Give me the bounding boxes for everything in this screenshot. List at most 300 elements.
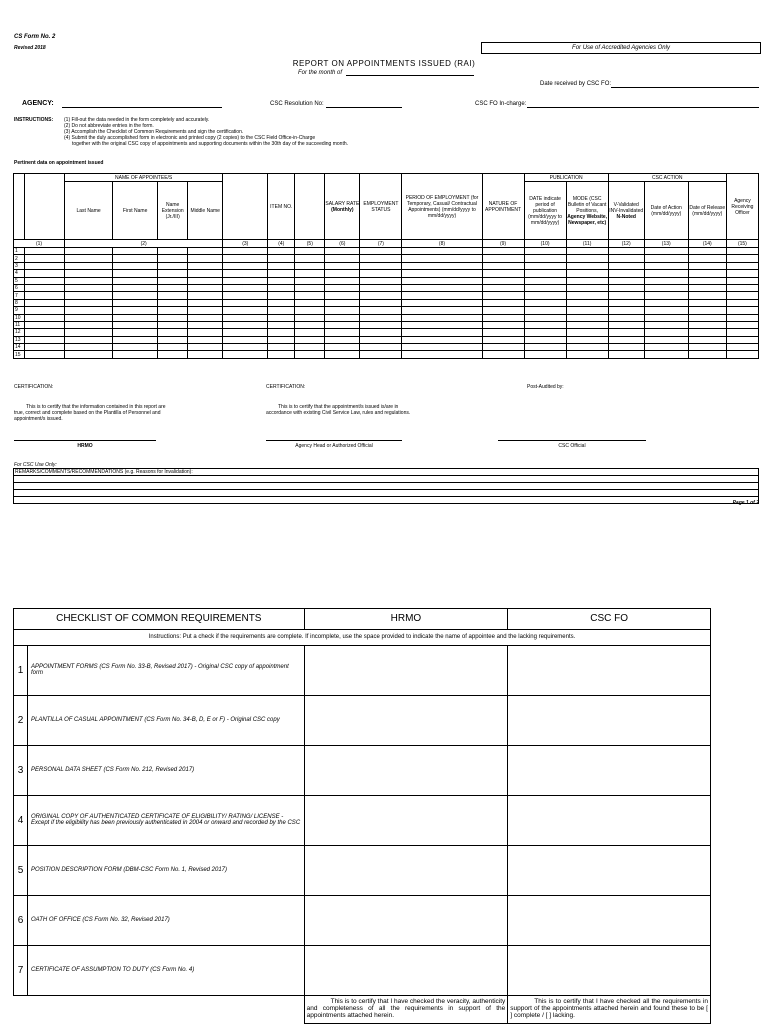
table-cell[interactable] [188,321,223,328]
table-cell[interactable] [268,307,295,314]
table-cell[interactable] [524,277,566,284]
month-field[interactable] [346,75,474,76]
table-cell[interactable] [188,336,223,343]
table-cell[interactable] [402,255,482,262]
table-cell[interactable] [482,255,524,262]
table-cell[interactable] [726,299,758,306]
table-cell[interactable] [223,307,268,314]
table-cell[interactable] [223,270,268,277]
table-cell[interactable] [688,336,726,343]
csc-fo-incharge-label: CSC FO In-charge: [475,101,527,107]
table-cell[interactable] [524,248,566,255]
table-cell[interactable] [688,284,726,291]
cert1-signature-line[interactable] [14,440,156,441]
table-cell[interactable] [158,351,188,358]
table-cell[interactable] [402,351,482,358]
table-cell[interactable] [188,284,223,291]
table-cell[interactable] [325,351,360,358]
table-cell[interactable] [223,336,268,343]
table-cell[interactable] [688,299,726,306]
table-cell[interactable] [482,336,524,343]
table-cell[interactable] [524,270,566,277]
table-cell[interactable] [295,307,325,314]
table-cell[interactable] [295,292,325,299]
table-cell[interactable] [566,321,608,328]
table-cell[interactable] [158,277,188,284]
hrmo-check-cell[interactable] [304,795,508,845]
table-cell[interactable] [524,292,566,299]
table-cell[interactable] [158,321,188,328]
table-cell[interactable] [223,329,268,336]
table-cell[interactable] [726,344,758,351]
table-cell[interactable] [402,307,482,314]
table-cell[interactable] [524,329,566,336]
table-cell[interactable] [325,262,360,269]
table-cell[interactable] [223,277,268,284]
table-cell[interactable] [360,344,402,351]
table-cell[interactable] [402,344,482,351]
table-cell[interactable] [188,248,223,255]
table-cell[interactable] [726,284,758,291]
table-cell[interactable] [524,299,566,306]
table-cell[interactable] [25,292,65,299]
table-cell[interactable] [325,284,360,291]
table-cell[interactable] [726,314,758,321]
table-cell[interactable] [223,248,268,255]
table-cell[interactable] [688,255,726,262]
table-cell[interactable] [688,321,726,328]
table-cell[interactable] [268,284,295,291]
table-cell[interactable] [644,262,688,269]
remarks-line[interactable] [14,497,759,504]
table-cell[interactable] [482,292,524,299]
table-cell[interactable] [65,329,113,336]
table-cell[interactable] [608,314,644,321]
table-cell[interactable] [223,344,268,351]
table-cell[interactable] [325,329,360,336]
table-cell[interactable] [295,248,325,255]
table-cell[interactable] [644,284,688,291]
table-cell[interactable] [608,277,644,284]
table-cell[interactable] [158,248,188,255]
table-cell[interactable] [113,314,158,321]
cscfo-check-cell[interactable] [508,695,711,745]
table-cell[interactable] [566,292,608,299]
cert2-signature-line[interactable] [266,440,402,441]
table-cell[interactable] [268,292,295,299]
cscfo-check-cell[interactable] [508,745,711,795]
table-cell[interactable] [608,299,644,306]
table-cell[interactable] [295,329,325,336]
table-cell[interactable] [113,329,158,336]
table-cell[interactable] [688,262,726,269]
table-cell[interactable] [25,314,65,321]
table-cell[interactable] [113,248,158,255]
table-cell[interactable] [65,336,113,343]
table-cell[interactable] [524,314,566,321]
table-cell[interactable] [608,284,644,291]
agency-field[interactable] [62,107,222,108]
table-cell[interactable] [360,270,402,277]
table-cell[interactable] [566,314,608,321]
post-signature-line[interactable] [498,440,646,441]
table-cell[interactable] [188,307,223,314]
table-cell[interactable] [566,262,608,269]
table-cell[interactable] [325,336,360,343]
table-cell[interactable] [566,255,608,262]
table-cell[interactable] [188,299,223,306]
table-cell[interactable] [566,277,608,284]
table-cell[interactable] [113,351,158,358]
table-cell[interactable] [25,248,65,255]
table-cell[interactable] [295,314,325,321]
table-cell[interactable] [482,351,524,358]
table-cell[interactable] [482,299,524,306]
table-cell[interactable] [295,351,325,358]
table-cell[interactable] [188,277,223,284]
remarks-line[interactable] [14,476,759,483]
table-cell[interactable] [524,255,566,262]
table-cell[interactable] [158,262,188,269]
table-cell[interactable] [566,307,608,314]
table-cell[interactable] [158,314,188,321]
date-received-field[interactable] [611,87,759,88]
table-cell[interactable] [360,277,402,284]
table-cell[interactable] [608,270,644,277]
table-cell[interactable] [25,321,65,328]
table-cell[interactable] [268,255,295,262]
table-cell[interactable] [402,270,482,277]
table-cell[interactable] [688,329,726,336]
table-cell[interactable] [688,292,726,299]
table-cell[interactable] [402,321,482,328]
table-cell[interactable] [688,248,726,255]
table-cell[interactable] [25,299,65,306]
table-row [14,248,759,255]
table-cell[interactable] [482,307,524,314]
cscfo-check-cell[interactable] [508,945,711,995]
table-cell[interactable] [644,307,688,314]
table-cell[interactable] [268,262,295,269]
table-cell[interactable] [268,321,295,328]
table-cell[interactable] [726,329,758,336]
hrmo-check-cell[interactable] [304,945,508,995]
table-cell[interactable] [360,248,402,255]
table-cell[interactable] [608,255,644,262]
table-cell[interactable] [223,314,268,321]
table-cell[interactable] [25,329,65,336]
table-cell[interactable] [566,344,608,351]
table-cell[interactable] [360,292,402,299]
table-cell[interactable] [482,270,524,277]
table-cell[interactable] [402,277,482,284]
table-cell[interactable] [524,284,566,291]
table-cell[interactable] [524,336,566,343]
table-cell[interactable] [65,255,113,262]
table-cell[interactable] [726,270,758,277]
table-cell[interactable] [644,351,688,358]
cscfo-check-cell[interactable] [508,645,711,695]
table-cell[interactable] [608,307,644,314]
table-cell[interactable] [223,299,268,306]
table-cell[interactable] [295,284,325,291]
table-cell[interactable] [482,277,524,284]
table-cell[interactable] [360,284,402,291]
table-cell[interactable] [113,299,158,306]
table-cell[interactable] [113,255,158,262]
table-cell[interactable] [726,307,758,314]
table-cell[interactable] [608,344,644,351]
table-cell[interactable] [158,329,188,336]
table-cell[interactable] [295,277,325,284]
table-cell[interactable] [566,299,608,306]
table-cell[interactable] [524,307,566,314]
table-cell[interactable] [688,314,726,321]
table-cell[interactable] [65,270,113,277]
table-cell[interactable] [113,284,158,291]
table-cell[interactable] [726,262,758,269]
table-cell[interactable] [325,270,360,277]
header-blank [295,174,325,240]
table-cell[interactable] [188,262,223,269]
table-cell[interactable] [402,262,482,269]
table-cell[interactable] [402,299,482,306]
table-cell[interactable] [608,292,644,299]
table-cell[interactable] [113,307,158,314]
table-cell[interactable] [726,321,758,328]
table-cell[interactable] [268,270,295,277]
table-cell[interactable] [482,329,524,336]
table-cell[interactable] [360,321,402,328]
table-cell[interactable] [360,307,402,314]
table-cell[interactable] [158,299,188,306]
table-cell[interactable] [188,329,223,336]
table-cell[interactable] [268,351,295,358]
table-cell[interactable] [295,299,325,306]
table-cell[interactable] [113,270,158,277]
table-cell[interactable] [295,262,325,269]
table-cell[interactable] [223,284,268,291]
table-cell[interactable] [644,248,688,255]
table-cell[interactable] [188,351,223,358]
table-cell[interactable] [325,344,360,351]
table-cell[interactable] [482,314,524,321]
table-cell[interactable] [65,284,113,291]
table-cell[interactable] [402,314,482,321]
table-cell[interactable] [608,262,644,269]
table-cell[interactable] [360,255,402,262]
table-cell[interactable] [644,299,688,306]
table-cell[interactable] [644,277,688,284]
table-cell[interactable] [726,248,758,255]
table-cell[interactable] [113,277,158,284]
table-cell[interactable] [268,299,295,306]
csc-fo-incharge-field[interactable] [527,107,759,108]
table-cell[interactable] [566,284,608,291]
table-cell[interactable] [566,336,608,343]
table-cell[interactable] [566,329,608,336]
table-cell[interactable] [726,351,758,358]
table-cell[interactable] [25,351,65,358]
table-cell[interactable] [25,307,65,314]
table-cell[interactable] [482,262,524,269]
table-cell[interactable] [325,314,360,321]
table-cell[interactable] [688,270,726,277]
table-cell[interactable] [402,248,482,255]
table-cell[interactable] [524,262,566,269]
table-cell[interactable] [644,314,688,321]
table-cell[interactable] [268,336,295,343]
table-cell[interactable] [608,336,644,343]
table-cell[interactable] [325,292,360,299]
table-cell[interactable] [482,248,524,255]
cscfo-check-cell[interactable] [508,845,711,895]
table-cell[interactable] [113,336,158,343]
table-cell[interactable] [25,262,65,269]
table-cell[interactable] [524,344,566,351]
table-cell[interactable] [25,284,65,291]
table-cell[interactable] [295,344,325,351]
table-cell[interactable] [644,329,688,336]
cscfo-check-cell[interactable] [508,795,711,845]
table-cell[interactable] [268,344,295,351]
table-cell[interactable] [223,351,268,358]
table-cell[interactable] [25,336,65,343]
table-cell[interactable] [325,321,360,328]
table-cell[interactable] [644,344,688,351]
table-cell[interactable] [188,270,223,277]
table-cell[interactable] [325,307,360,314]
table-cell[interactable] [25,344,65,351]
table-cell[interactable] [188,344,223,351]
table-cell[interactable] [25,255,65,262]
table-cell[interactable] [113,292,158,299]
table-cell[interactable] [360,336,402,343]
table-cell[interactable] [566,351,608,358]
table-cell[interactable] [158,255,188,262]
cscfo-check-cell[interactable] [508,895,711,945]
table-cell[interactable] [268,329,295,336]
table-cell[interactable] [65,314,113,321]
table-cell[interactable] [65,292,113,299]
table-cell[interactable] [644,270,688,277]
table-cell[interactable] [644,255,688,262]
table-cell[interactable] [65,321,113,328]
table-cell[interactable] [158,344,188,351]
table-cell[interactable] [158,284,188,291]
table-cell[interactable] [268,314,295,321]
table-cell[interactable] [726,292,758,299]
table-cell[interactable] [158,336,188,343]
table-cell[interactable] [644,321,688,328]
table-cell[interactable] [65,299,113,306]
table-cell[interactable] [360,262,402,269]
table-cell[interactable] [295,270,325,277]
table-cell[interactable] [65,248,113,255]
table-cell[interactable] [726,277,758,284]
table-cell[interactable] [25,277,65,284]
table-cell[interactable] [65,262,113,269]
table-cell[interactable] [360,329,402,336]
hrmo-check-cell[interactable] [304,895,508,945]
table-cell[interactable] [688,351,726,358]
table-cell[interactable] [608,329,644,336]
table-cell[interactable] [644,292,688,299]
table-cell[interactable] [482,284,524,291]
table-cell[interactable] [188,314,223,321]
table-cell[interactable] [608,351,644,358]
table-cell[interactable] [158,307,188,314]
table-cell[interactable] [325,255,360,262]
hrmo-check-cell[interactable] [304,745,508,795]
table-cell[interactable] [524,351,566,358]
table-cell[interactable] [402,336,482,343]
table-cell[interactable] [482,321,524,328]
hrmo-check-cell[interactable] [304,845,508,895]
table-cell[interactable] [65,307,113,314]
table-cell[interactable] [360,299,402,306]
table-cell[interactable] [360,351,402,358]
table-cell[interactable] [566,248,608,255]
table-cell[interactable] [360,314,402,321]
table-cell[interactable] [268,248,295,255]
table-cell[interactable] [223,321,268,328]
table-cell[interactable] [295,336,325,343]
table-cell[interactable] [566,270,608,277]
hrmo-check-cell[interactable] [304,645,508,695]
table-cell[interactable] [25,270,65,277]
table-cell[interactable] [65,351,113,358]
table-cell[interactable] [608,248,644,255]
table-cell[interactable] [295,255,325,262]
table-cell[interactable] [402,284,482,291]
table-cell[interactable] [113,262,158,269]
csc-resolution-field[interactable] [326,107,402,108]
table-cell[interactable] [223,262,268,269]
table-cell[interactable] [65,344,113,351]
table-cell[interactable] [325,299,360,306]
table-cell[interactable] [482,344,524,351]
table-cell[interactable] [188,292,223,299]
checklist-hrmo-header: HRMO [304,609,508,630]
table-cell[interactable] [113,344,158,351]
remarks-line[interactable] [14,490,759,497]
table-cell[interactable] [524,321,566,328]
table-cell[interactable] [295,321,325,328]
table-cell[interactable] [223,292,268,299]
table-cell[interactable] [688,307,726,314]
table-cell[interactable] [644,336,688,343]
table-cell[interactable] [688,344,726,351]
hrmo-check-cell[interactable] [304,695,508,745]
table-cell[interactable] [402,292,482,299]
table-cell[interactable] [726,255,758,262]
table-cell[interactable] [113,321,158,328]
remarks-line[interactable] [14,483,759,490]
table-cell[interactable] [223,255,268,262]
table-cell[interactable] [158,292,188,299]
table-cell[interactable] [726,336,758,343]
table-cell[interactable] [325,277,360,284]
table-cell[interactable] [688,277,726,284]
table-cell[interactable] [188,255,223,262]
table-cell[interactable] [325,248,360,255]
table-cell[interactable] [268,277,295,284]
table-cell[interactable] [65,277,113,284]
table-cell[interactable] [158,270,188,277]
table-cell[interactable] [402,329,482,336]
table-cell[interactable] [608,321,644,328]
